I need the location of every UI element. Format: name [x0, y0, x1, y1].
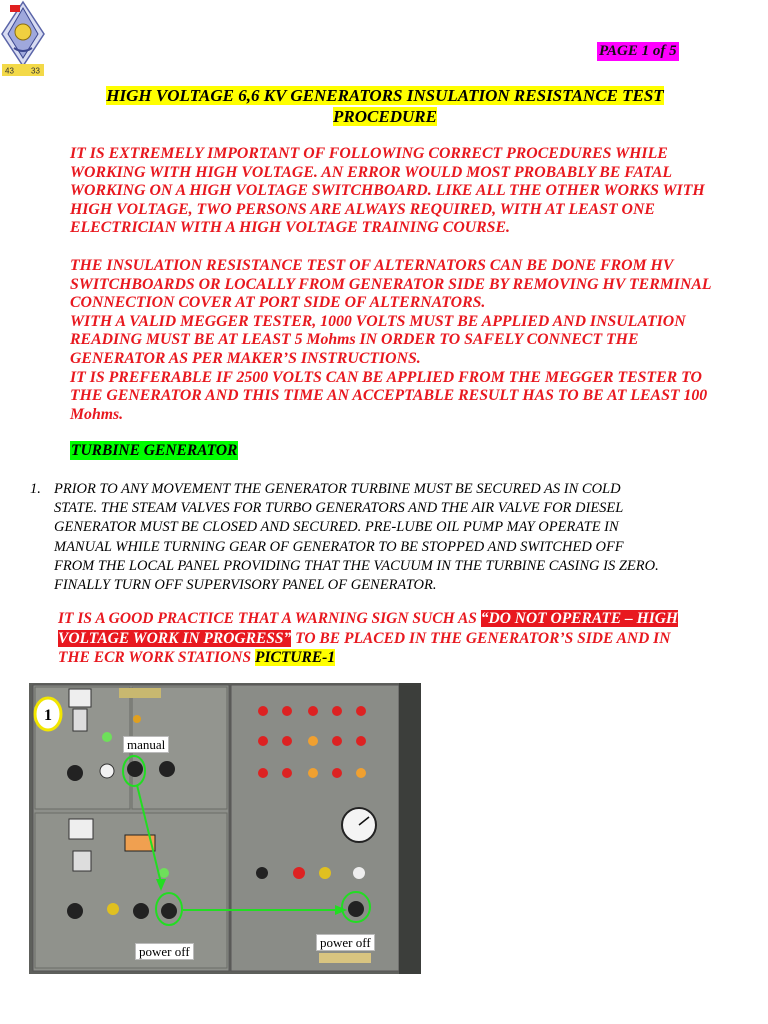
- warning-text: IT IS A GOOD PRACTICE THAT A WARNING SIGN SUCH AS: [58, 610, 481, 627]
- power-off-label-left: power off: [135, 943, 194, 960]
- warning-line: ELECTRICIAN WITH A HIGH VOLTAGE TRAINING COURSE.: [70, 219, 510, 237]
- logo-number-right: 33: [31, 66, 40, 76]
- warning-sign-quote-2: VOLTAGE WORK IN PROGRESS”: [58, 629, 292, 647]
- warning-line: IT IS EXTREMELY IMPORTANT OF FOLLOWING CORRECT PROCEDURES WHILE: [70, 145, 668, 162]
- step-line: FINALLY TURN OFF SUPERVISORY PANEL OF GENERATOR.: [54, 577, 437, 594]
- picture-reference: PICTURE-1: [254, 649, 336, 666]
- step-line: GENERATOR MUST BE CLOSED AND SECURED. PRE-LUBE OIL PUMP MAY OPERATE IN: [54, 519, 619, 536]
- step-line: STATE. THE STEAM VALVES FOR TURBO GENERATORS AND THE AIR VALVE FOR DIESEL: [54, 500, 624, 517]
- step-line: MANUAL WHILE TURNING GEAR OF GENERATOR TO BE STOPPED AND SWITCHED OFF: [54, 538, 624, 555]
- step-1-text: [54, 480, 744, 595]
- insulation-test-paragraph: [70, 257, 750, 424]
- power-off-label-right: power off: [316, 934, 375, 951]
- generator-panel-photo: [29, 683, 421, 974]
- warning-text: THE ECR WORK STATIONS: [58, 649, 255, 666]
- test-info-line: READING MUST BE AT LEAST 5 Mohms IN ORDER TO SAFELY CONNECT THE: [70, 331, 639, 349]
- section-heading: TURBINE GENERATOR: [71, 442, 238, 459]
- warning-line: WORKING WITH HIGH VOLTAGE. AN ERROR WOULD MOST PROBABLY BE FATAL: [70, 163, 673, 181]
- step-line: PRIOR TO ANY MOVEMENT THE GENERATOR TURBINE MUST BE SECURED AS IN COLD: [54, 481, 621, 497]
- step-number: 1.: [30, 481, 41, 497]
- safety-warning-paragraph: [70, 145, 750, 238]
- warning-line: WORKING ON A HIGH VOLTAGE SWITCHBOARD. LIKE ALL THE OTHER WORKS WITH: [70, 182, 705, 200]
- test-info-line: WITH A VALID MEGGER TESTER, 1000 VOLTS MUST BE APPLIED AND INSULATION: [70, 312, 686, 330]
- document-title: [40, 85, 730, 127]
- test-info-line: SWITCHBOARDS OR LOCALLY FROM GENERATOR SIDE BY REMOVING HV TERMINAL: [70, 275, 712, 293]
- test-info-line: THE INSULATION RESISTANCE TEST OF ALTERNATORS CAN BE DONE FROM HV: [70, 257, 674, 274]
- warning-text: TO BE PLACED IN THE GENERATOR’S SIDE AND IN: [291, 629, 671, 647]
- step-line: FROM THE LOCAL PANEL PROVIDING THAT THE VACUUM IN THE TURBINE CASING IS ZERO.: [54, 557, 659, 574]
- test-info-line: IT IS PREFERABLE IF 2500 VOLTS CAN BE APPLIED FROM THE MEGGER TESTER TO: [70, 368, 702, 386]
- test-info-line: THE GENERATOR AND THIS TIME AN ACCEPTABLE RESULT HAS TO BE AT LEAST 100: [70, 387, 708, 405]
- page-number-label: PAGE 1 of 5: [599, 43, 677, 59]
- seal-icon: [0, 0, 46, 78]
- test-info-line: Mohms.: [70, 405, 124, 423]
- company-seal-logo: [0, 0, 46, 78]
- title-line-2: PROCEDURE: [333, 107, 437, 126]
- manual-label: manual: [123, 736, 169, 753]
- warning-sign-quote-1: “DO NOT OPERATE – HIGH: [480, 610, 678, 627]
- photo-badge-number: 1: [44, 707, 52, 724]
- warning-line: HIGH VOLTAGE, TWO PERSONS ARE ALWAYS REQUIRED, WITH AT LEAST ONE: [70, 200, 655, 218]
- logo-number-left: 43: [5, 66, 14, 76]
- panel-illustration: [29, 683, 421, 974]
- title-line-1: HIGH VOLTAGE 6,6 KV GENERATORS INSULATION RESISTANCE TEST: [106, 86, 664, 105]
- warning-sign-paragraph: [58, 609, 748, 668]
- test-info-line: GENERATOR AS PER MAKER’S INSTRUCTIONS.: [70, 349, 421, 367]
- test-info-line: CONNECTION COVER AT PORT SIDE OF ALTERNATORS.: [70, 294, 486, 312]
